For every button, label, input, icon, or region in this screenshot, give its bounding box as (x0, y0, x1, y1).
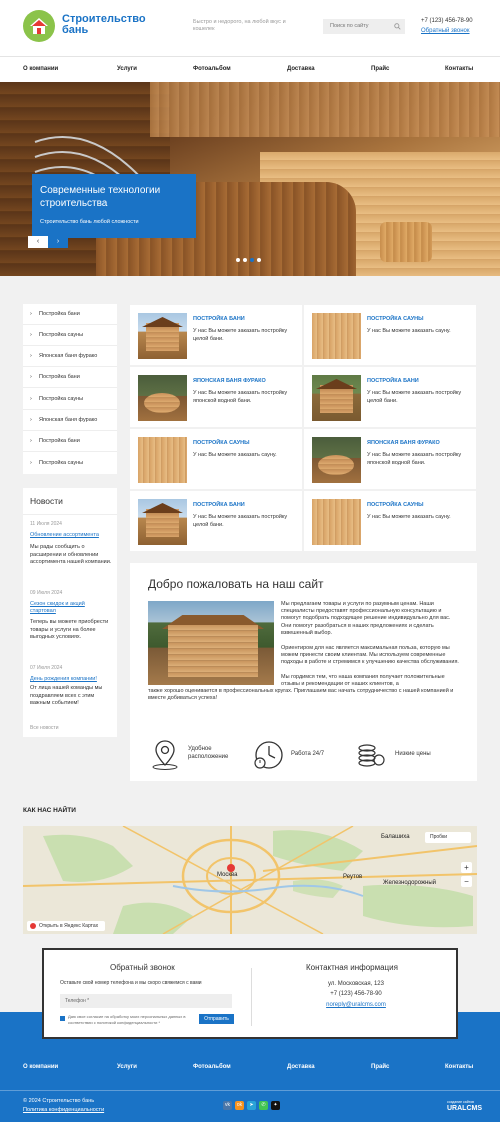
search-icon[interactable] (394, 23, 401, 30)
news-text: Теперь вы можете приобрести товары и услуги на более выгодных условиях. (30, 619, 109, 640)
contact-email[interactable]: noreply@uralcms.com (326, 1002, 386, 1008)
sidebar-item-sauna[interactable]: › Постройка сауны (23, 389, 117, 410)
welcome-paragraph: также хорошо оценивается в профессиональных кругах. Приглашаем вас начать сотрудничество с нашей компанией и вместе добиваться успеха! (148, 688, 454, 702)
map-label-city: Москва (217, 872, 238, 878)
odnoklassniki-icon[interactable]: ok (236, 1102, 243, 1108)
divider (23, 514, 117, 515)
catalog-card[interactable] (130, 429, 302, 489)
catalog-thumbnail[interactable] (138, 313, 187, 359)
footer-nav-about[interactable]: О компании (23, 1064, 59, 1070)
site-footer (0, 1050, 500, 1122)
nav-item-delivery[interactable]: Доставка (287, 66, 315, 72)
news-link[interactable]: День рождения компании! (30, 676, 97, 682)
logo-title[interactable]: Строительство бань (62, 13, 146, 36)
contact-address: ул. Московская, 123 (328, 981, 384, 987)
nav-item-services[interactable]: Услуги (117, 66, 137, 72)
welcome-section (130, 563, 477, 781)
yandex-pin-icon (30, 923, 36, 930)
hero-title: Современные технологии строительства (40, 185, 161, 209)
phone-field[interactable]: Телефон * (60, 994, 232, 1008)
contact-phone[interactable]: +7 (123) 456-78-90 (330, 991, 382, 997)
news-link[interactable]: Обновление ассортимента (30, 532, 99, 538)
news-date: 11 Июля 2024 (30, 521, 62, 527)
vk-icon[interactable]: vk (225, 1102, 230, 1108)
welcome-paragraph: Мы предлагаем товары и услуги по разумным ценам. Наши специалисты предоставят профессиональную консультацию и помогут подобрать подходящее решение индивидуально для вас. Они помогут разобраться в наших предложениях и сделать взвешенный выбор. (281, 601, 451, 636)
catalog-title[interactable]: ПОСТРОЙКА БАНИ (193, 502, 245, 508)
slider-dot[interactable] (236, 258, 240, 262)
catalog-text: У нас Вы можете заказать постройку японской водной бани. (367, 452, 462, 466)
feedback-block (42, 948, 458, 1039)
sidebar-item-furako[interactable]: › Японская баня фурако (23, 346, 117, 367)
map-heading: КАК НАС НАЙТИ (23, 807, 76, 814)
catalog-text: У нас Вы можете заказать сауну. (367, 328, 451, 334)
header-slogan: Быстро и недорого, на любой вкус и кошелек (193, 19, 286, 32)
catalog-title[interactable]: ЯПОНСКАЯ БАНЯ ФУРАКО (193, 378, 266, 384)
catalog-thumbnail[interactable] (312, 437, 361, 483)
catalog-text: У нас Вы можете заказать постройку японской водной бани. (193, 390, 288, 404)
callback-subtitle: Оставьте свой номер телефона и мы скоро свяжемся с вами (60, 980, 202, 986)
all-news-link[interactable]: Все новости (30, 725, 59, 731)
catalog-card[interactable] (304, 367, 476, 427)
coins-icon (356, 739, 386, 769)
news-title: Новости (30, 496, 63, 506)
sidebar-item-furako[interactable]: › Японская баня фурако (23, 410, 117, 431)
sidebar-item-bath[interactable]: › Постройка бани (23, 304, 117, 325)
map-open-yandex-link[interactable]: Открыть в Яндекс Картах (27, 921, 105, 931)
catalog-card[interactable] (130, 305, 302, 365)
footer-nav-services[interactable]: Услуги (117, 1064, 137, 1070)
catalog-thumbnail[interactable] (138, 375, 187, 421)
news-date: 09 Июля 2024 (30, 590, 63, 596)
whatsapp-icon[interactable]: ✆ (259, 1101, 268, 1110)
slider-arrows (28, 236, 68, 248)
catalog-title[interactable]: ЯПОНСКАЯ БАНЯ ФУРАКО (367, 440, 440, 446)
footer-nav-contacts[interactable]: Контакты (445, 1064, 474, 1070)
sidebar-menu (23, 304, 117, 474)
catalog-card[interactable] (304, 491, 476, 551)
send-button[interactable]: Отправить (199, 1014, 234, 1024)
divider (0, 1090, 500, 1091)
footer-nav-delivery[interactable]: Доставка (287, 1064, 315, 1070)
feature-label: Работа 24/7 (291, 751, 325, 757)
contact-title: Контактная информация (306, 963, 398, 972)
welcome-title: Добро пожаловать на наш сайт (148, 577, 324, 591)
main-nav (0, 56, 500, 82)
news-link[interactable]: Сезон скидок и акций стартовал (30, 601, 85, 614)
catalog-thumbnail[interactable] (312, 499, 361, 545)
catalog-title[interactable]: ПОСТРОЙКА САУНЫ (193, 440, 250, 446)
telegram-icon[interactable]: ➤ (247, 1101, 256, 1110)
nav-item-contacts[interactable]: Контакты (445, 66, 474, 72)
catalog-title[interactable]: ПОСТРОЙКА БАНИ (193, 316, 245, 322)
nav-item-photoalbum[interactable]: Фотоальбом (193, 66, 231, 72)
catalog-card[interactable] (130, 491, 302, 551)
footer-nav-photoalbum[interactable]: Фотоальбом (193, 1064, 231, 1070)
location-pin-icon (150, 739, 180, 771)
map-traffic-button[interactable]: Пробки (425, 832, 471, 843)
catalog-thumbnail[interactable] (312, 375, 361, 421)
catalog-title[interactable]: ПОСТРОЙКА БАНИ (367, 378, 419, 384)
sidebar-item-sauna[interactable]: › Постройка сауны (23, 453, 117, 474)
slider-next-button[interactable]: › (48, 236, 68, 248)
sidebar-item-bath[interactable]: › Постройка бани (23, 367, 117, 388)
news-text: От лица нашей команды мы поздравляем всех с этим важным событием! (30, 685, 103, 706)
callback-title: Обратный звонок (110, 963, 175, 972)
nav-item-price[interactable]: Прайс (371, 66, 390, 72)
sidebar-item-sauna[interactable]: › Постройка сауны (23, 325, 117, 346)
zen-icon[interactable]: ✦ (271, 1101, 280, 1110)
sidebar-item-bath[interactable]: › Постройка бани (23, 431, 117, 452)
header-phone[interactable]: +7 (123) 456-78-90 (421, 18, 473, 24)
news-widget (23, 488, 117, 737)
map-label: Балашиха (381, 834, 410, 840)
map-zoom-out-button[interactable]: − (461, 876, 472, 887)
hero-image-bucket (380, 222, 432, 262)
consent-text: Даю свое согласие на обработку моих персональных данных в соответствии с политикой конфиденциальности * (68, 1014, 186, 1025)
privacy-policy-link[interactable]: Политика конфиденциальности (23, 1107, 105, 1113)
logo-house-icon[interactable] (23, 10, 55, 42)
catalog-thumbnail[interactable] (312, 313, 361, 359)
welcome-photo (148, 601, 274, 685)
map-label: Железнодорожный (383, 880, 437, 886)
consent-checkbox[interactable] (60, 1016, 65, 1021)
slider-dot-active[interactable] (250, 258, 254, 262)
feature-label: Удобное расположение (188, 746, 229, 760)
developer-caption: создание сайтов (447, 1100, 475, 1104)
clock-24-icon (252, 739, 286, 771)
catalog-card[interactable] (304, 429, 476, 489)
welcome-paragraph: Ориентиром для нас является максимальная польза, которую мы можем принести своим клиентам. Мы используем современные подходы в работе и стремимся к улучшению качества обслуживания. (281, 645, 459, 666)
catalog-text: У нас Вы можете заказать постройку целой бани. (367, 390, 462, 404)
map-label: Реутов (343, 874, 363, 880)
nav-item-about[interactable]: О компании (23, 66, 59, 72)
catalog-text: У нас Вы можете заказать постройку целой бани. (193, 328, 288, 342)
footer-nav-price[interactable]: Прайс (371, 1064, 390, 1070)
divider (251, 968, 252, 1026)
catalog-title[interactable]: ПОСТРОЙКА САУНЫ (367, 316, 424, 322)
map-zoom-in-button[interactable]: + (461, 862, 472, 873)
hero-subtitle: Строительство бань любой сложности (40, 219, 139, 225)
catalog-title[interactable]: ПОСТРОЙКА САУНЫ (367, 502, 424, 508)
slider-dot[interactable] (243, 258, 247, 262)
search-input[interactable]: Поиск по сайту (323, 19, 405, 34)
catalog-card[interactable] (304, 305, 476, 365)
catalog-card[interactable] (130, 367, 302, 427)
news-text: Мы рады сообщить о расширении и обновлении ассортимента нашей компании. (30, 544, 112, 565)
slider-prev-button[interactable]: ‹ (36, 238, 40, 245)
catalog-text: У нас Вы можете заказать постройку целой бани. (193, 514, 288, 528)
footer-copyright: © 2024 Строительство бань (23, 1098, 95, 1104)
feature-label: Низкие цены (395, 751, 431, 757)
catalog-thumbnail[interactable] (138, 499, 187, 545)
catalog-text: У нас Вы можете заказать сауну. (193, 452, 277, 458)
callback-link[interactable]: Обратный звонок (421, 28, 470, 34)
catalog-text: У нас Вы можете заказать сауну. (367, 514, 451, 520)
hero-image-ceiling (150, 82, 500, 137)
news-date: 07 Июля 2024 (30, 665, 63, 671)
developer-logo[interactable]: URALCMS (447, 1105, 482, 1112)
site-header (0, 0, 500, 56)
yandex-map[interactable] (23, 826, 477, 934)
catalog-thumbnail[interactable] (138, 437, 187, 483)
welcome-paragraph: Мы гордимся тем, что наша компания получает положительные отзывы и рекомендации от наших клиентов, а (281, 674, 445, 688)
slider-dot[interactable] (257, 258, 261, 262)
